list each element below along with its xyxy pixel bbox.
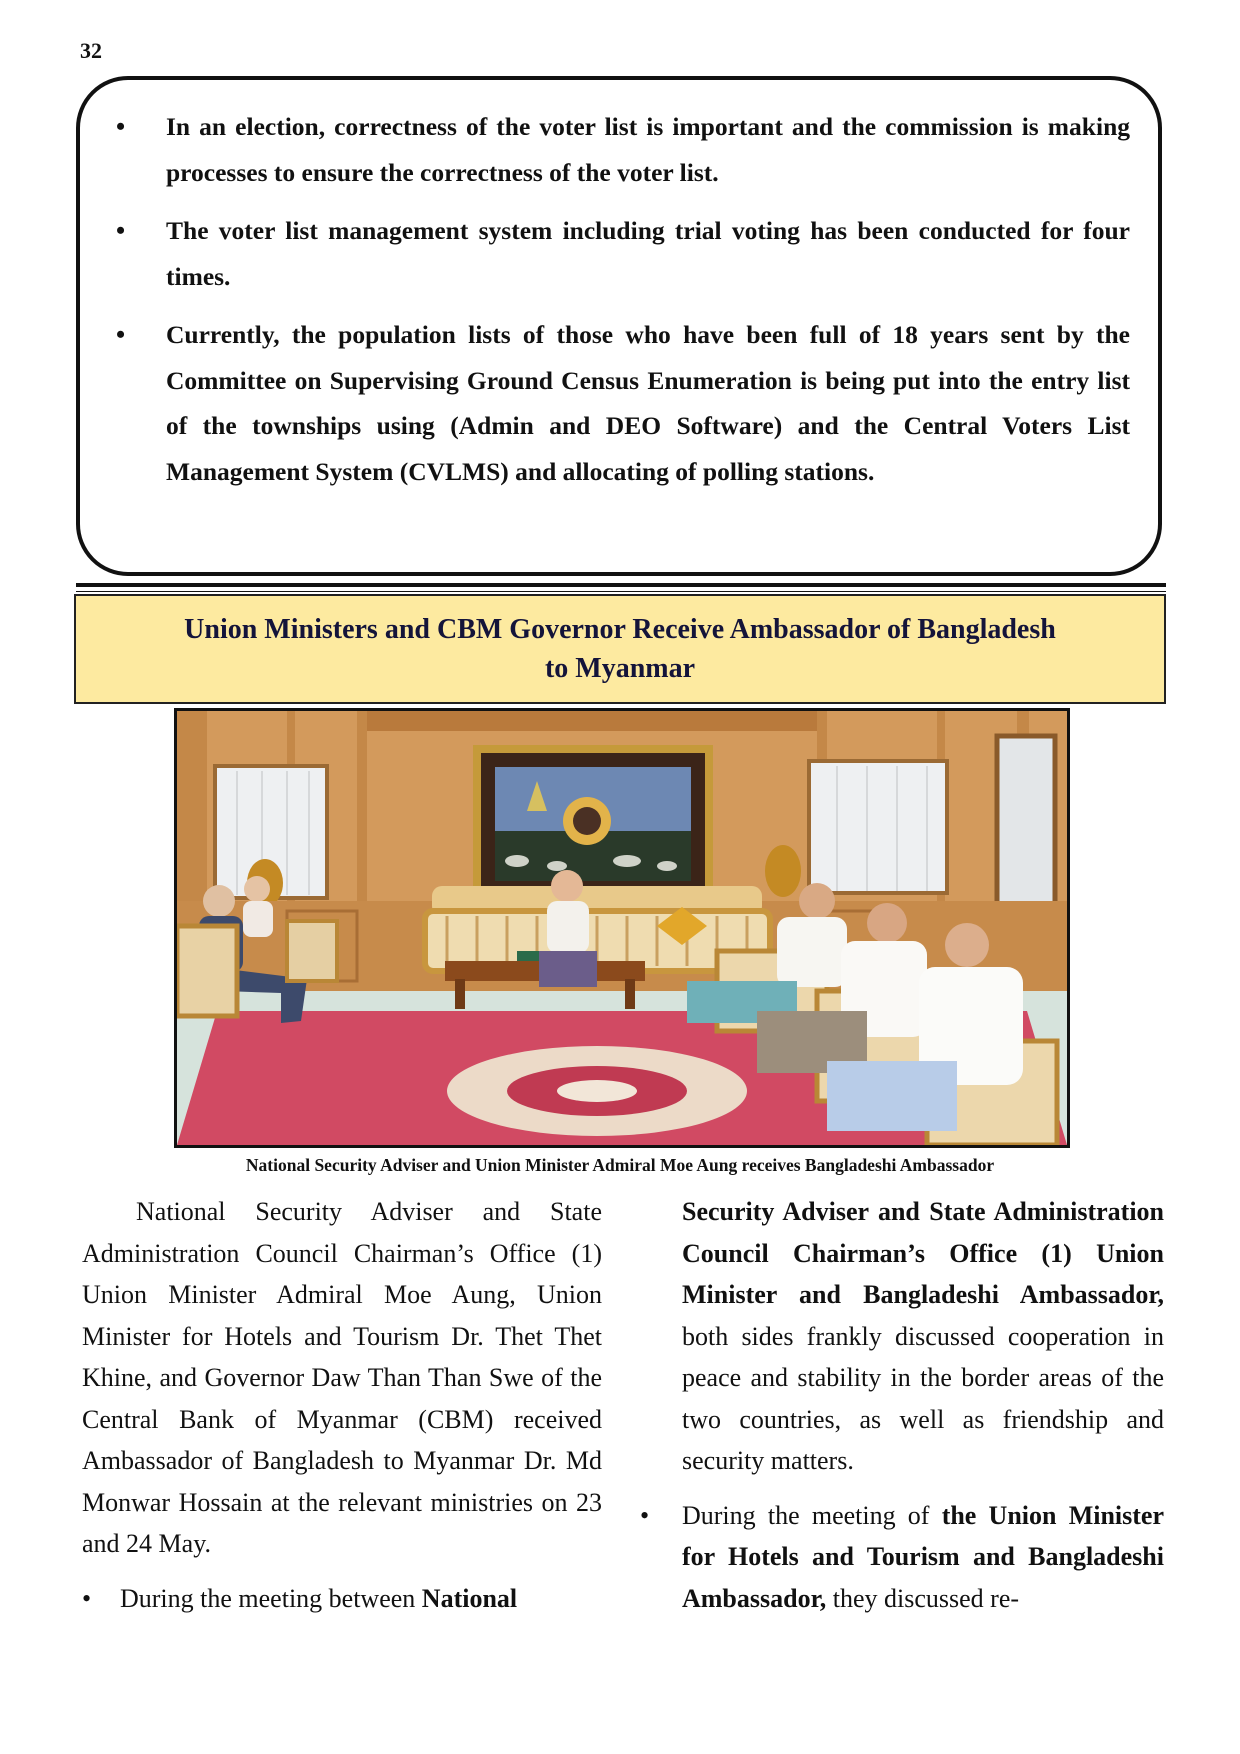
headline-line-2: to Myanmar bbox=[544, 653, 696, 684]
summary-box bbox=[76, 76, 1162, 576]
article-bullet-1 bbox=[82, 1578, 602, 1620]
summary-bullet-1: • In an election, correctness of the voter list is important and the commission is making processes to ensure the correctness of the voter list. bbox=[108, 104, 1130, 195]
bullet-2-bold: the Union Minister for Hotels and Tourism and Bangladeshi Ambassador, bbox=[682, 1500, 1164, 1613]
article-column-left bbox=[82, 1191, 602, 1619]
bullet-1-text-start: During the meeting between bbox=[120, 1583, 422, 1613]
section-divider bbox=[76, 583, 1166, 587]
section-divider-thin bbox=[76, 591, 1166, 592]
bullet-2-text-rest: they discussed re- bbox=[826, 1583, 1020, 1613]
photo-caption: National Security Adviser and Union Minister Admiral Moe Aung receives Bangladeshi Ambassador bbox=[245, 1155, 995, 1175]
meeting-photo-illustration bbox=[177, 711, 1067, 1145]
page-number: 32 bbox=[80, 38, 102, 63]
meeting-photo bbox=[174, 708, 1070, 1148]
article-bullet-2 bbox=[640, 1495, 1164, 1620]
article-headline bbox=[120, 610, 1120, 688]
bullet-2-text-start: During the meeting of bbox=[682, 1500, 942, 1530]
bullet-1-text-rest: both sides frankly discussed cooperation in peace and stability in the border areas of the two countries, as well as friendship and security matters. bbox=[682, 1321, 1164, 1475]
article-intro: National Security Adviser and State Administration Council Chairman’s Office (1) Union Minister Admiral Moe Aung, Union Minister for Hotels and Tourism Dr. Thet Thet Khine, and Governor Daw Than Than Swe of the Central Bank of Myanmar (CBM) received Ambassador of Bangladesh to Myanmar Dr. Md Monwar Hossain at the relevant ministries on 23 and 24 May. bbox=[82, 1197, 602, 1558]
article-headline-box bbox=[74, 594, 1166, 704]
article-bullet-1-continued bbox=[682, 1191, 1164, 1482]
article-column-right bbox=[682, 1191, 1164, 1619]
summary-bullet-3: • Currently, the population lists of those who have been full of 18 years sent by the Committee on Supervising Ground Census Enumeration is being put into the entry list of the townships using (Admin and DEO Software) and the Central Voters List Management System (CVLMS) and allocating of polling stations. bbox=[108, 312, 1130, 494]
summary-list bbox=[108, 104, 1130, 494]
bullet-1-bold-continued: Security Adviser and State Administration Council Chairman’s Office (1) Union Minister and Bangladeshi Ambassador, bbox=[682, 1197, 1164, 1309]
headline-line-1: Union Ministers and CBM Governor Receive Ambassador of Bangladesh bbox=[184, 614, 1056, 645]
summary-bullet-2: • The voter list management system including trial voting has been conducted for four times. bbox=[108, 208, 1130, 299]
bullet-1-bold-start: National bbox=[421, 1583, 518, 1613]
